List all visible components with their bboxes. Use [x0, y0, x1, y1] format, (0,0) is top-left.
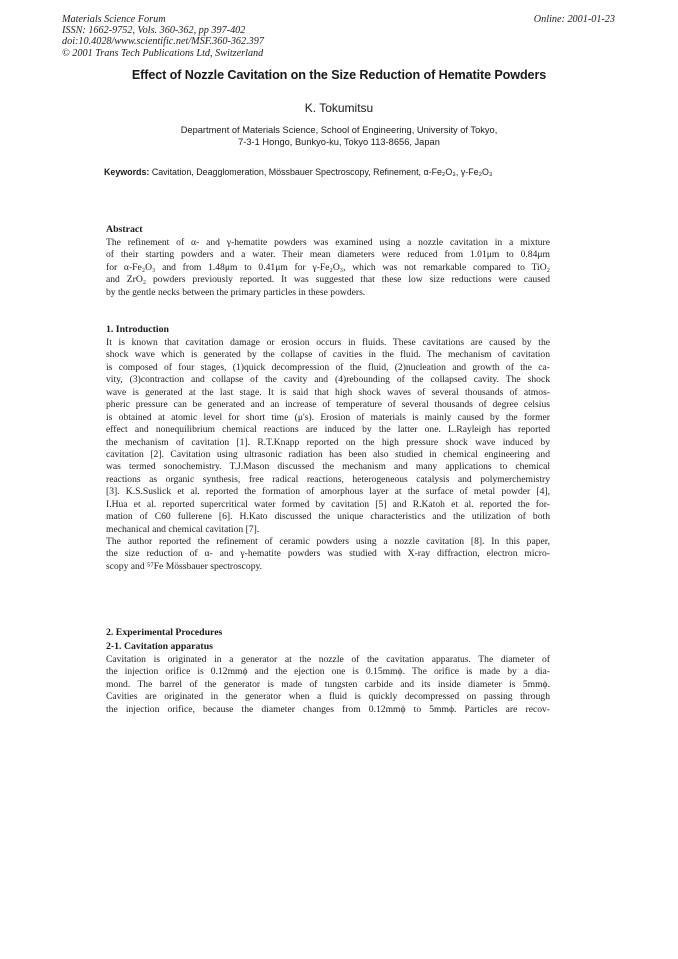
keywords [104, 167, 574, 177]
cavitation-apparatus-heading: 2-1. Cavitation apparatus [106, 641, 213, 652]
text-line: is obtained at atomic level for short time (μ's). Erosion of materials is mainly caused by the former [106, 411, 550, 423]
text-line: the size reduction of α- and γ-hematite powders was studied with X-ray diffraction, electron micro- [106, 548, 550, 560]
text-line: the mechanism of cavitation [1]. R.T.Knapp reported on the high pressure shock wave induced by [106, 436, 550, 448]
paper-title: Effect of Nozzle Cavitation on the Size Reduction of Hematite Powders [131, 68, 547, 82]
affiliation [0, 124, 678, 148]
text-line: the injection orifice, because the diameter changes from 0.12mmϕ to 5mmϕ. Particles are recov- [106, 703, 550, 715]
text-line: mechanical and chemical cavitation [7]. [106, 523, 260, 535]
text-line: shock wave which is generated by the collapse of cavities in the fluid. The mechanism of cavitation [106, 349, 550, 361]
text-line: is composed of four stages, (1)quick decompression of the fluid, (2)nucleation and growth of the ca- [106, 361, 550, 373]
text-line: mond. The barrel of the generator is made of tungsten carbide and its inside diameter is 5mmϕ. [106, 678, 550, 690]
text-line: I.Hua et al. reported supercritical water formed by cavitation [5] and R.Katoh et al. reported the for- [106, 498, 550, 510]
text-line: The refinement of α- and γ-hematite powders was examined using a nozzle cavitation in a mixture [106, 237, 550, 248]
journal-name: Materials Science Forum [62, 14, 166, 25]
keywords-text: Cavitation, Deagglomeration, Mössbauer Spectroscopy, Refinement, α-Fe₂O₃, γ-Fe₂O₃ [149, 167, 493, 177]
text-line: effect and nonequilibrium chemical reactions are induced by the latter one. L.Rayleigh has reported [106, 424, 550, 436]
introduction-body [106, 337, 550, 573]
abstract-heading: Abstract [106, 224, 143, 235]
text-line: [3]. K.S.Suslick et al. reported the formation of amorphous layer at the surface of metal powder [4], [106, 486, 550, 498]
text-line: pheric pressure can be generated and an increase of temperature of several thousands of degree celsius [106, 399, 550, 411]
text-line: for α-Fe₂O₃ and from 1.48μm to 0.41μm for γ-Fe₂O₃, which was not remarkable compared to TiO₂ [106, 261, 550, 273]
text-line: Cavities are originated in the generator when a fluid is quickly decompressed on passing through [106, 691, 550, 703]
text-line: The author reported the refinement of ceramic powders using a nozzle cavitation [8]. In this paper, [106, 536, 550, 547]
experimental-heading: 2. Experimental Procedures [106, 627, 223, 638]
text-line: cavitation [2]. Cavitation using ultrasonic radiation has been also studied in chemical engineering and [106, 448, 550, 460]
text-line: wave is generated at the last stage. It is said that high shock waves of several thousands of atmos- [106, 386, 550, 398]
text-line: scopy and ⁵⁷Fe Mössbauer spectroscopy. [106, 560, 263, 572]
doi-line: doi:10.4028/www.scientific.net/MSF.360-362.397 [62, 36, 264, 48]
experimental-body [106, 654, 550, 716]
text-line: by the gentle necks between the primary particles in these powders. [106, 286, 366, 298]
abstract-body [106, 237, 550, 299]
text-line: Cavitation is originated in a generator at the nozzle of the cavitation apparatus. The diameter of [106, 654, 550, 665]
text-line: was termed sonochemistry. T.J.Mason discussed the mechanism and many applications to chemical [106, 461, 550, 473]
publication-info [62, 14, 264, 59]
text-line: mation of C60 fullerene [6]. H.Kato discussed the unique characteristics and the utilization of both [106, 511, 550, 523]
text-line: reactions as organic synthesis, free radical reactions, heterogeneous catalysis and polymerchemistry [106, 473, 550, 485]
introduction-heading: 1. Introduction [106, 324, 169, 335]
author-name: K. Tokumitsu [304, 101, 374, 115]
issn-line: ISSN: 1662-9752, Vols. 360-362, pp 397-402 [62, 25, 246, 37]
affiliation-line: 7-3-1 Hongo, Bunkyo-ku, Tokyo 113-8656, Japan [238, 137, 440, 147]
text-line: the injection orifice is 0.12mmϕ and the ejection one is 0.15mmϕ. The orifice is made by a dia- [106, 666, 550, 678]
keywords-label: Keywords: [104, 167, 150, 177]
copyright-line: © 2001 Trans Tech Publications Ltd, Switzerland [62, 47, 264, 59]
affiliation-line: Department of Materials Science, School of Engineering, University of Tokyo, [180, 125, 498, 135]
text-line: of their starting powders and a water. Their mean diameters were reduced from 1.01μm to 0.84μm [106, 249, 550, 261]
text-line: It is known that cavitation damage or erosion occurs in fluids. These cavitations are caused by the [106, 337, 550, 348]
online-date: Online: 2001-01-23 [533, 14, 615, 25]
text-line: vity, (3)contraction and collapse of the cavity and (4)rebounding of the collapsed cavity. The shock [106, 374, 550, 386]
text-line: and ZrO₂ powders previously reported. It was suggested that these low size reductions were caused [106, 274, 550, 286]
